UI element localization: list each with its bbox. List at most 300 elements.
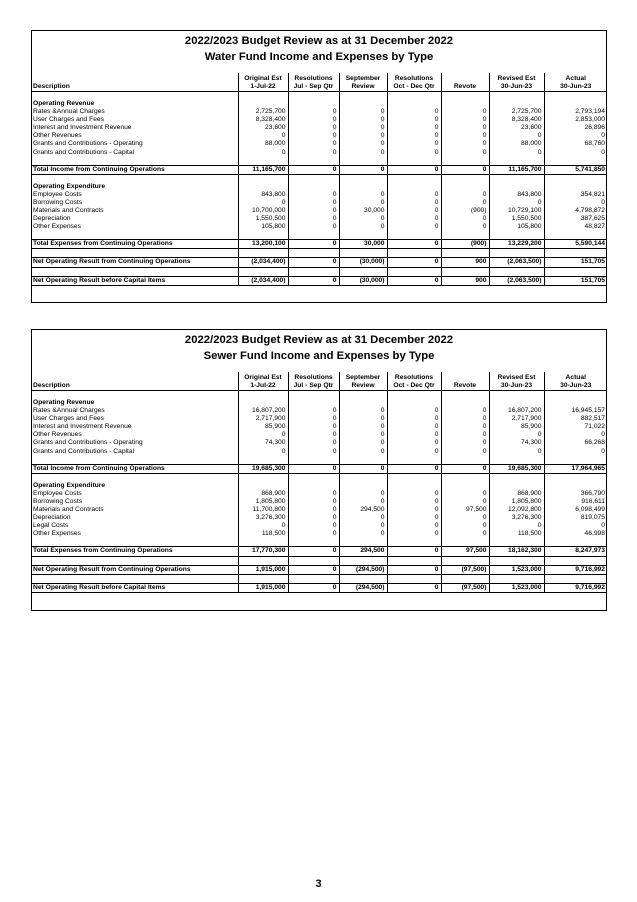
cell-value: 1,915,000 — [238, 583, 288, 592]
table-row — [31, 132, 607, 140]
cell-value: 900 — [441, 258, 489, 267]
cell-value: 0 — [339, 191, 387, 199]
spacer-cell — [238, 92, 288, 101]
cell-value: 0 — [441, 165, 489, 174]
spacer-cell — [441, 249, 489, 258]
cell-value: 0 — [441, 140, 489, 148]
cell-value: 97,500 — [441, 506, 489, 514]
spacer-cell — [441, 391, 489, 400]
cell-value: 0 — [288, 547, 339, 556]
cell-value: 0 — [441, 199, 489, 207]
cell-value: 0 — [387, 583, 441, 592]
total-row — [31, 240, 607, 249]
spacer-cell — [288, 538, 339, 547]
table-row — [31, 116, 607, 124]
cell-value: 11,165,700 — [489, 165, 544, 174]
row-label: Depreciation — [33, 514, 71, 522]
cell-value — [238, 183, 288, 191]
table-row — [31, 514, 607, 522]
cell-value: 0 — [387, 547, 441, 556]
cell-value — [387, 399, 441, 407]
row-label: Rates &Annual Charges — [33, 407, 105, 415]
row-label: Employee Costs — [33, 190, 82, 198]
cell-value: 0 — [387, 514, 441, 522]
cell-value: 10,729,100 — [489, 207, 544, 215]
row-label: Total Income from Continuing Operations — [31, 165, 238, 174]
cell-value: 71,022 — [544, 423, 607, 431]
cell-value: 0 — [441, 215, 489, 223]
column-header: Resolutions Oct - Dec Qtr — [387, 372, 441, 391]
cell-value: 916,611 — [544, 498, 607, 506]
spacer-cell — [238, 249, 288, 258]
cell-value: 0 — [441, 498, 489, 506]
cell-value: 17,964,965 — [544, 464, 607, 473]
column-header: Description — [31, 73, 238, 92]
column-header: Description — [31, 372, 238, 391]
spacer-cell — [238, 174, 288, 183]
cell-value — [288, 100, 339, 108]
cell-value: 0 — [387, 165, 441, 174]
column-header: Actual 30-Jun-23 — [544, 372, 607, 391]
cell-value: 0 — [288, 258, 339, 267]
cell-value: 0 — [441, 132, 489, 140]
table-row — [31, 490, 607, 498]
cell-value: 294,500 — [339, 547, 387, 556]
spacer-row — [31, 249, 607, 258]
spacer-row — [31, 538, 607, 547]
spacer-cell — [31, 157, 238, 166]
cell-value: 3,276,300 — [238, 514, 288, 522]
cell-value: 118,500 — [238, 530, 288, 538]
section-row — [31, 100, 607, 108]
cell-value: 0 — [288, 498, 339, 506]
cell-value: 0 — [288, 124, 339, 132]
column-header: Revote — [441, 73, 489, 92]
cell-value: 0 — [288, 140, 339, 148]
cell-value: 0 — [544, 522, 607, 530]
column-header: Revised Est 30-Jun-23 — [489, 73, 544, 92]
cell-value: 366,790 — [544, 490, 607, 498]
total-row — [31, 276, 607, 285]
cell-value: 0 — [339, 108, 387, 116]
cell-value: 1,805,800 — [489, 498, 544, 506]
cell-value — [441, 100, 489, 108]
table-row — [31, 407, 607, 415]
cell-value: 0 — [441, 448, 489, 456]
column-header: Original Est 1-Jul-22 — [238, 73, 288, 92]
cell-value: 0 — [387, 191, 441, 199]
cell-value — [544, 399, 607, 407]
cell-value — [339, 183, 387, 191]
cell-value: 1,805,800 — [238, 498, 288, 506]
table-row — [31, 498, 607, 506]
cell-value: 0 — [387, 124, 441, 132]
row-label: Operating Revenue — [33, 100, 95, 107]
spacer-cell — [489, 473, 544, 482]
spacer-cell — [387, 456, 441, 465]
cell-value: 0 — [288, 530, 339, 538]
sewer-fund-panel — [31, 329, 607, 611]
cell-value: 0 — [489, 522, 544, 530]
water-title-line1: 2022/2023 Budget Review as at 31 December 2022 — [184, 35, 454, 47]
spacer-cell — [288, 231, 339, 240]
cell-value: 0 — [238, 522, 288, 530]
row-label: Interest and Investment Revenue — [33, 124, 132, 132]
spacer-cell — [288, 391, 339, 400]
spacer-cell — [339, 556, 387, 565]
table-row — [31, 108, 607, 116]
table-row — [31, 431, 607, 439]
spacer-cell — [238, 556, 288, 565]
cell-value: 23,600 — [238, 124, 288, 132]
cell-value: 5,590,144 — [544, 240, 607, 249]
cell-value: 1,550,500 — [238, 215, 288, 223]
cell-value — [544, 183, 607, 191]
cell-value: 16,945,157 — [544, 407, 607, 415]
cell-value: 97,500 — [441, 547, 489, 556]
row-label: Net Operating Result before Capital Items — [31, 276, 238, 285]
row-label: Employee Costs — [33, 489, 82, 497]
cell-value — [339, 482, 387, 490]
spacer-cell — [339, 473, 387, 482]
cell-value: 0 — [288, 191, 339, 199]
spacer-cell — [441, 92, 489, 101]
cell-value: 0 — [288, 583, 339, 592]
cell-value: 0 — [441, 108, 489, 116]
spacer-cell — [441, 456, 489, 465]
cell-value: 0 — [544, 149, 607, 157]
spacer-cell — [489, 556, 544, 565]
cell-value: 0 — [544, 199, 607, 207]
spacer-cell — [339, 267, 387, 276]
spacer-cell — [238, 456, 288, 465]
cell-value: 8,328,400 — [238, 116, 288, 124]
spacer-cell — [339, 538, 387, 547]
cell-value: 17,770,300 — [238, 547, 288, 556]
row-label: Materials and Contracts — [33, 506, 104, 514]
spacer-cell — [288, 174, 339, 183]
cell-value: 0 — [387, 439, 441, 447]
cell-value: 0 — [489, 132, 544, 140]
cell-value: 19,685,300 — [238, 464, 288, 473]
cell-value: 0 — [441, 124, 489, 132]
row-label: Other Expenses — [33, 223, 81, 231]
cell-value: 0 — [339, 522, 387, 530]
spacer-cell — [238, 538, 288, 547]
cell-value: 0 — [288, 276, 339, 285]
spacer-cell — [339, 574, 387, 583]
spacer-cell — [288, 456, 339, 465]
row-label: Operating Revenue — [33, 399, 95, 406]
spacer-cell — [31, 231, 238, 240]
cell-value: 0 — [288, 464, 339, 473]
row-label: Operating Expenditure — [33, 481, 106, 489]
cell-value — [441, 183, 489, 191]
cell-value: 0 — [288, 223, 339, 231]
cell-value: 1,915,000 — [238, 565, 288, 574]
sewer-title-line1: 2022/2023 Budget Review as at 31 December 2022 — [184, 334, 454, 346]
cell-value: 0 — [489, 149, 544, 157]
cell-value: 68,760 — [544, 140, 607, 148]
spacer-cell — [288, 473, 339, 482]
spacer-cell — [339, 174, 387, 183]
spacer-cell — [387, 231, 441, 240]
cell-value: (30,000) — [339, 258, 387, 267]
cell-value: 26,896 — [544, 124, 607, 132]
cell-value: 0 — [288, 423, 339, 431]
cell-value: 8,328,400 — [489, 116, 544, 124]
cell-value: 0 — [288, 116, 339, 124]
table-row — [31, 530, 607, 538]
spacer-row — [31, 231, 607, 240]
cell-value: 0 — [387, 530, 441, 538]
spacer-cell — [387, 473, 441, 482]
table-row — [31, 448, 607, 456]
cell-value: 85,900 — [489, 423, 544, 431]
cell-value: 0 — [387, 276, 441, 285]
cell-value: 0 — [339, 199, 387, 207]
cell-value: 0 — [288, 199, 339, 207]
spacer-cell — [339, 231, 387, 240]
spacer-cell — [441, 473, 489, 482]
cell-value — [441, 482, 489, 490]
spacer-cell — [31, 174, 238, 183]
cell-value: 2,717,900 — [489, 415, 544, 423]
cell-value: 9,716,992 — [544, 565, 607, 574]
row-label: Net Operating Result from Continuing Operations — [31, 565, 238, 574]
total-row — [31, 583, 607, 592]
spacer-cell — [387, 174, 441, 183]
cell-value: 0 — [387, 448, 441, 456]
cell-value: 0 — [387, 258, 441, 267]
cell-value: 868,900 — [489, 490, 544, 498]
cell-value: 0 — [339, 140, 387, 148]
total-row — [31, 165, 607, 174]
spacer-cell — [339, 249, 387, 258]
cell-value: 0 — [441, 464, 489, 473]
column-header: Resolutions Jul - Sep Qtr — [288, 372, 339, 391]
cell-value: 882,517 — [544, 415, 607, 423]
spacer-cell — [339, 157, 387, 166]
cell-value: 0 — [339, 132, 387, 140]
table-row — [31, 506, 607, 514]
column-header: Revised Est 30-Jun-23 — [489, 372, 544, 391]
cell-value: 0 — [441, 407, 489, 415]
spacer-cell — [238, 231, 288, 240]
cell-value: 18,162,300 — [489, 547, 544, 556]
cell-value: 0 — [544, 431, 607, 439]
section-row — [31, 399, 607, 407]
spacer-cell — [31, 473, 238, 482]
cell-value: 16,807,200 — [489, 407, 544, 415]
cell-value: 0 — [441, 223, 489, 231]
spacer-cell — [489, 231, 544, 240]
water-fund-panel — [31, 30, 607, 303]
table-row — [31, 215, 607, 223]
cell-value: 0 — [441, 423, 489, 431]
row-label: Rates &Annual Charges — [33, 108, 105, 116]
spacer-cell — [339, 92, 387, 101]
spacer-cell — [441, 174, 489, 183]
cell-value: (97,500) — [441, 565, 489, 574]
cell-value: (97,500) — [441, 583, 489, 592]
cell-value — [387, 183, 441, 191]
cell-value: 354,821 — [544, 191, 607, 199]
cell-value: 1,523,000 — [489, 583, 544, 592]
cell-value: 0 — [387, 490, 441, 498]
cell-value: 0 — [238, 132, 288, 140]
total-row — [31, 565, 607, 574]
cell-value: 0 — [288, 565, 339, 574]
cell-value: 0 — [238, 149, 288, 157]
cell-value: (30,000) — [339, 276, 387, 285]
column-header: Revote — [441, 372, 489, 391]
spacer-cell — [288, 556, 339, 565]
spacer-cell — [544, 174, 607, 183]
cell-value: 0 — [441, 439, 489, 447]
cell-value: 0 — [441, 191, 489, 199]
cell-value: 0 — [387, 407, 441, 415]
cell-value: 0 — [339, 407, 387, 415]
column-header: September Review — [339, 372, 387, 391]
cell-value: 74,300 — [489, 439, 544, 447]
spacer-cell — [489, 391, 544, 400]
spacer-cell — [544, 267, 607, 276]
spacer-cell — [238, 473, 288, 482]
cell-value — [489, 100, 544, 108]
cell-value: 0 — [387, 108, 441, 116]
cell-value — [489, 399, 544, 407]
cell-value: 0 — [387, 215, 441, 223]
cell-value: 0 — [339, 423, 387, 431]
cell-value: 0 — [339, 448, 387, 456]
spacer-cell — [544, 473, 607, 482]
cell-value: 19,685,300 — [489, 464, 544, 473]
page-number: 3 — [315, 878, 322, 890]
water-fund-table — [31, 73, 607, 286]
spacer-cell — [288, 92, 339, 101]
cell-value: 1,550,500 — [489, 215, 544, 223]
spacer-cell — [31, 574, 238, 583]
cell-value: 0 — [288, 506, 339, 514]
cell-value: 0 — [288, 108, 339, 116]
sewer-title-line2: Sewer Fund Income and Expenses by Type — [203, 350, 435, 362]
cell-value: 0 — [288, 431, 339, 439]
cell-value: 10,700,000 — [238, 207, 288, 215]
spacer-cell — [288, 574, 339, 583]
row-label: Total Income from Continuing Operations — [31, 464, 238, 473]
cell-value: 0 — [288, 522, 339, 530]
cell-value: 0 — [387, 423, 441, 431]
spacer-cell — [238, 391, 288, 400]
cell-value: 0 — [441, 149, 489, 157]
row-label: Depreciation — [33, 215, 71, 223]
spacer-cell — [441, 231, 489, 240]
total-row — [31, 258, 607, 267]
table-row — [31, 439, 607, 447]
spacer-cell — [387, 538, 441, 547]
cell-value: 0 — [387, 116, 441, 124]
cell-value: 0 — [387, 149, 441, 157]
spacer-cell — [489, 456, 544, 465]
row-label: Grants and Contributions - Capital — [33, 148, 135, 156]
spacer-cell — [489, 157, 544, 166]
cell-value: 11,700,800 — [238, 506, 288, 514]
row-label: User Charges and Fees — [33, 116, 104, 124]
spacer-cell — [387, 556, 441, 565]
section-row — [31, 482, 607, 490]
spacer-cell — [387, 267, 441, 276]
cell-value: 0 — [387, 207, 441, 215]
spacer-row — [31, 391, 607, 400]
cell-value: 0 — [339, 116, 387, 124]
cell-value: 0 — [387, 506, 441, 514]
cell-value: 387,625 — [544, 215, 607, 223]
column-header: Original Est 1-Jul-22 — [238, 372, 288, 391]
cell-value: 3,276,300 — [489, 514, 544, 522]
spacer-cell — [544, 556, 607, 565]
cell-value: 0 — [339, 439, 387, 447]
cell-value: 0 — [339, 149, 387, 157]
spacer-cell — [489, 267, 544, 276]
spacer-row — [31, 157, 607, 166]
cell-value: 2,853,000 — [544, 116, 607, 124]
cell-value: 74,300 — [238, 439, 288, 447]
table-row — [31, 522, 607, 530]
spacer-cell — [31, 267, 238, 276]
cell-value: 0 — [441, 490, 489, 498]
table-row — [31, 191, 607, 199]
cell-value: 2,793,194 — [544, 108, 607, 116]
cell-value — [387, 100, 441, 108]
cell-value: 0 — [339, 530, 387, 538]
header-row — [31, 73, 607, 92]
cell-value — [489, 183, 544, 191]
cell-value: 105,800 — [238, 223, 288, 231]
spacer-cell — [387, 157, 441, 166]
row-label: Total Expenses from Continuing Operations — [31, 547, 238, 556]
column-header: Resolutions Oct - Dec Qtr — [387, 73, 441, 92]
cell-value: 88,000 — [489, 140, 544, 148]
cell-value: 0 — [489, 448, 544, 456]
cell-value: 0 — [441, 431, 489, 439]
cell-value: (2,034,400) — [238, 258, 288, 267]
cell-value: 0 — [288, 207, 339, 215]
spacer-cell — [544, 456, 607, 465]
cell-value: 0 — [339, 431, 387, 439]
column-header: Actual 30-Jun-23 — [544, 73, 607, 92]
spacer-cell — [387, 92, 441, 101]
cell-value: 105,800 — [489, 223, 544, 231]
cell-value: 1,523,000 — [489, 565, 544, 574]
cell-value: 151,705 — [544, 258, 607, 267]
cell-value: 0 — [544, 132, 607, 140]
cell-value: 0 — [489, 199, 544, 207]
cell-value: 843,800 — [489, 191, 544, 199]
cell-value: 151,705 — [544, 276, 607, 285]
cell-value: 294,500 — [339, 506, 387, 514]
cell-value: 30,000 — [339, 207, 387, 215]
cell-value: 0 — [387, 199, 441, 207]
cell-value: 0 — [387, 498, 441, 506]
spacer-cell — [441, 267, 489, 276]
cell-value: 16,807,200 — [238, 407, 288, 415]
cell-value: 0 — [288, 514, 339, 522]
cell-value: 0 — [238, 199, 288, 207]
spacer-row — [31, 174, 607, 183]
spacer-cell — [31, 391, 238, 400]
cell-value: (2,063,500) — [489, 258, 544, 267]
